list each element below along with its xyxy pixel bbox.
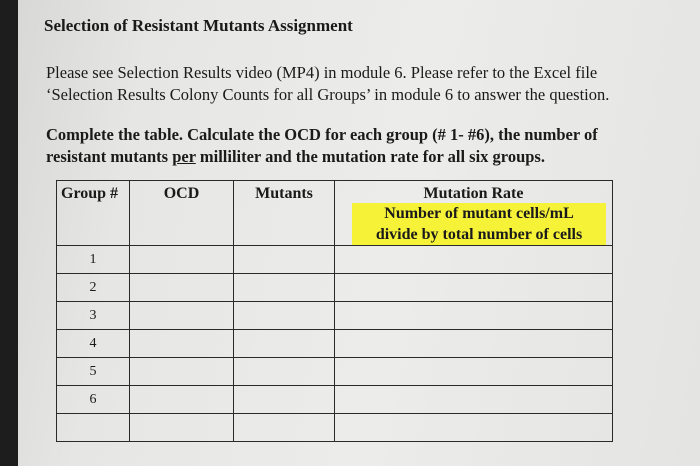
task-line-2-end: milliliter and the mutation rate for all six groups. — [195, 147, 545, 166]
group-number: 4 — [57, 330, 130, 358]
mutation-rate-cell[interactable] — [335, 386, 613, 414]
table-row — [57, 246, 613, 274]
task-paragraph — [46, 124, 686, 168]
group-number: 1 — [57, 246, 130, 274]
mutation-rate-cell[interactable] — [335, 302, 613, 330]
document-title: Selection of Resistant Mutants Assignment — [44, 16, 353, 35]
ocd-cell[interactable] — [130, 302, 234, 330]
instructions-paragraph — [46, 62, 666, 106]
mutation-rate-cell[interactable] — [335, 414, 613, 442]
ocd-cell[interactable] — [130, 274, 234, 302]
table-row — [57, 386, 613, 414]
instructions-line-1: Please see Selection Results video (MP4) in module 6. Please refer to the Excel file — [46, 63, 598, 82]
group-number: 3 — [57, 302, 130, 330]
table-header-row — [57, 181, 613, 246]
group-number-empty — [57, 414, 130, 442]
mutants-cell[interactable] — [234, 358, 335, 386]
table-row — [57, 274, 613, 302]
table-row — [57, 302, 613, 330]
header-group: Group # — [57, 181, 130, 246]
header-mutation-rate — [335, 181, 613, 246]
table-row — [57, 330, 613, 358]
mutants-cell[interactable] — [234, 414, 335, 442]
ocd-cell[interactable] — [130, 386, 234, 414]
instructions-line-2: ‘Selection Results Colony Counts for all Groups’ in module 6 to answer the question. — [46, 85, 610, 104]
mutation-rate-cell[interactable] — [335, 358, 613, 386]
group-number: 5 — [57, 358, 130, 386]
mutation-rate-cell[interactable] — [335, 330, 613, 358]
task-underlined-word: per — [172, 147, 196, 166]
task-line-2 — [46, 146, 686, 168]
mutants-cell[interactable] — [234, 274, 335, 302]
mutants-cell[interactable] — [234, 330, 335, 358]
table-row-empty — [57, 414, 613, 442]
header-ocd: OCD — [130, 181, 234, 246]
mutation-rate-cell[interactable] — [335, 274, 613, 302]
table-row — [57, 358, 613, 386]
ocd-cell[interactable] — [130, 246, 234, 274]
mutation-rate-cell[interactable] — [335, 246, 613, 274]
group-number: 6 — [57, 386, 130, 414]
results-table — [56, 180, 613, 442]
ocd-cell[interactable] — [130, 330, 234, 358]
mutants-cell[interactable] — [234, 246, 335, 274]
group-number: 2 — [57, 274, 130, 302]
mutants-cell[interactable] — [234, 302, 335, 330]
header-mutants: Mutants — [234, 181, 335, 246]
ocd-cell[interactable] — [130, 414, 234, 442]
document-page — [18, 0, 700, 466]
task-line-1: Complete the table. Calculate the OCD for each group (# 1- #6), the number of — [46, 125, 598, 144]
mutants-cell[interactable] — [234, 386, 335, 414]
task-line-2-start: resistant mutants — [46, 147, 173, 166]
mutation-rate-highlight-1: Number of mutant cells/mL — [352, 203, 606, 224]
mutation-rate-highlight-2: divide by total number of cells — [352, 224, 606, 245]
mutation-rate-title: Mutation Rate — [423, 185, 524, 202]
ocd-cell[interactable] — [130, 358, 234, 386]
